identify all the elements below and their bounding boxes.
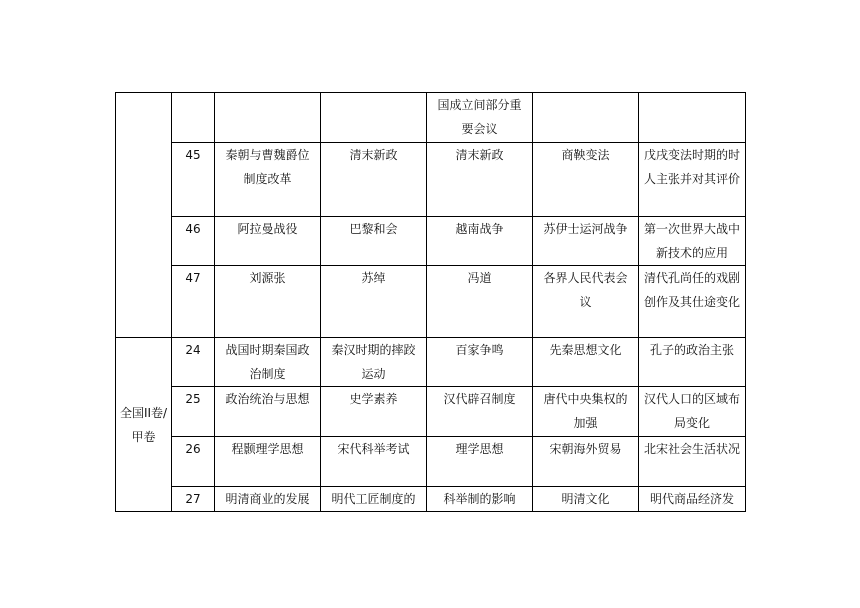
table-cell: 孔子的政治主张: [639, 338, 746, 387]
table-cell: 汉代辟召制度: [427, 387, 533, 437]
table-cell: 苏绰: [321, 266, 427, 338]
table-cell: 战国时期秦国政治制度: [215, 338, 321, 387]
table-cell: 唐代中央集权的加强: [533, 387, 639, 437]
table-row: [116, 437, 746, 487]
table-cell: 理学思想: [427, 437, 533, 487]
table-cell: 宋朝海外贸易: [533, 437, 639, 487]
group-cell: 全国II卷/甲卷: [116, 338, 172, 512]
table-cell: [215, 93, 321, 143]
table-cell: 史学素养: [321, 387, 427, 437]
table-row: [116, 143, 746, 217]
table-row: [116, 338, 746, 387]
table-cell: [533, 93, 639, 143]
table-cell: 清代孔尚任的戏剧创作及其仕途变化: [639, 266, 746, 338]
table-cell: 程颢理学思想: [215, 437, 321, 487]
question-number: 25: [172, 387, 215, 437]
table-cell: 政治统治与思想: [215, 387, 321, 437]
table-cell: 百家争鸣: [427, 338, 533, 387]
table-cell: 秦汉时期的摔跤运动: [321, 338, 427, 387]
table-cell: 苏伊士运河战争: [533, 217, 639, 266]
table-cell: 宋代科举考试: [321, 437, 427, 487]
table-cell: 清末新政: [427, 143, 533, 217]
table-cell: 国成立间部分重要会议: [427, 93, 533, 143]
table-cell: [321, 93, 427, 143]
question-number: 47: [172, 266, 215, 338]
table-cell: 清末新政: [321, 143, 427, 217]
table-cell: 阿拉曼战役: [215, 217, 321, 266]
table-cell: 第一次世界大战中新技术的应用: [639, 217, 746, 266]
table-cell: 明清文化: [533, 487, 639, 512]
topic-table: [115, 92, 746, 512]
table-cell: 北宋社会生活状况: [639, 437, 746, 487]
table-cell: 商鞅变法: [533, 143, 639, 217]
table-row: [116, 387, 746, 437]
table-cell: 刘源张: [215, 266, 321, 338]
table-cell: 秦朝与曹魏爵位制度改革: [215, 143, 321, 217]
question-number: 27: [172, 487, 215, 512]
question-number: 45: [172, 143, 215, 217]
table-cell: 越南战争: [427, 217, 533, 266]
table-row: [116, 266, 746, 338]
table-row: [116, 217, 746, 266]
table-cell: 冯道: [427, 266, 533, 338]
table-row: [116, 487, 746, 512]
question-number: 24: [172, 338, 215, 387]
table-cell: 巴黎和会: [321, 217, 427, 266]
table-cell: 各界人民代表会议: [533, 266, 639, 338]
question-number: 46: [172, 217, 215, 266]
table-cell: 明代商品经济发: [639, 487, 746, 512]
table-cell: 戊戌变法时期的时人主张并对其评价: [639, 143, 746, 217]
table-cell: 明代工匠制度的: [321, 487, 427, 512]
table-cell: 先秦思想文化: [533, 338, 639, 387]
table-cell: [639, 93, 746, 143]
table-cell: 汉代人口的区域布局变化: [639, 387, 746, 437]
table-cell: 科举制的影响: [427, 487, 533, 512]
table-row: [116, 93, 746, 143]
question-number: 26: [172, 437, 215, 487]
table-cell: 明清商业的发展: [215, 487, 321, 512]
group-cell: [116, 93, 172, 338]
question-number: [172, 93, 215, 143]
